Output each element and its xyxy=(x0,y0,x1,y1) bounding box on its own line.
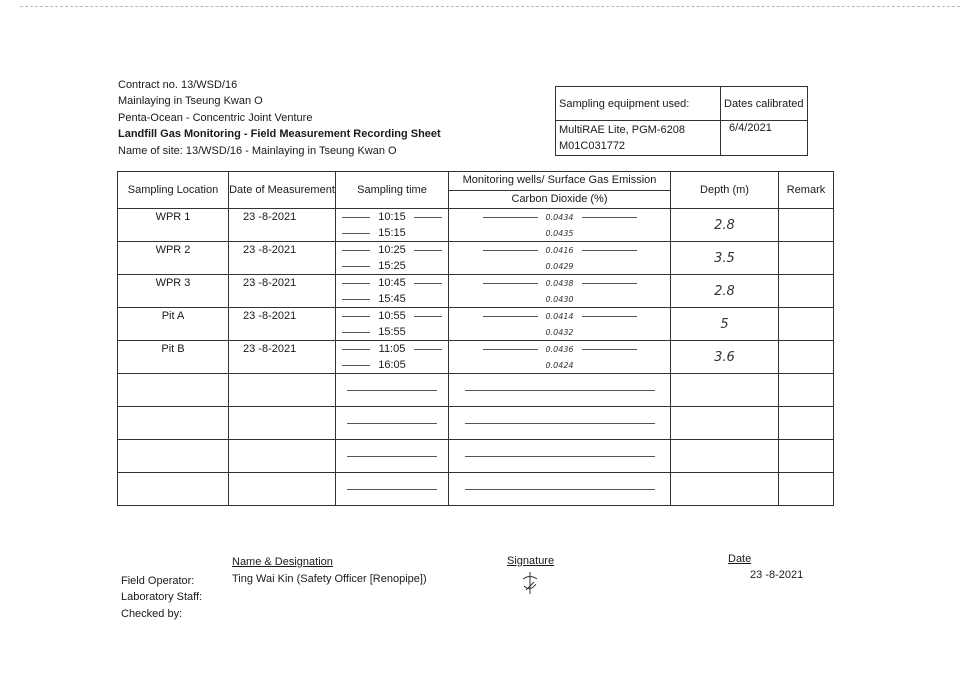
empty-row xyxy=(118,440,834,473)
depth-value: 5 xyxy=(720,316,729,332)
time-value: 15:25 xyxy=(378,260,406,272)
co2-cell xyxy=(449,324,671,341)
empty-cell xyxy=(229,407,336,440)
empty-cell xyxy=(449,407,671,440)
empty-cell xyxy=(118,407,229,440)
time-cell xyxy=(336,357,449,374)
empty-cell xyxy=(449,440,671,473)
time-cell xyxy=(336,225,449,242)
table-row xyxy=(118,308,834,325)
co2-header: Carbon Dioxide (%) xyxy=(449,190,671,209)
empty-cell xyxy=(229,440,336,473)
table-row xyxy=(118,242,834,259)
location-cell: Pit B xyxy=(118,341,229,374)
co2-cell xyxy=(449,209,671,226)
co2-value: 0.0432 xyxy=(545,328,574,337)
empty-cell xyxy=(671,407,779,440)
project-name: Mainlaying in Tseung Kwan O xyxy=(118,95,263,108)
co2-value: 0.0436 xyxy=(545,345,574,354)
location-header: Sampling Location xyxy=(118,172,229,209)
date-cell: 23 -8-2021 xyxy=(229,341,336,374)
location-cell: WPR 2 xyxy=(118,242,229,275)
time-value: 10:25 xyxy=(378,244,406,256)
remark-cell xyxy=(779,209,834,242)
document-header xyxy=(118,77,441,159)
co2-value: 0.0435 xyxy=(545,229,574,238)
time-value: 16:05 xyxy=(378,359,406,371)
date-cell: 23 -8-2021 xyxy=(229,242,336,275)
equipment-header: Sampling equipment used: xyxy=(556,87,721,121)
empty-row xyxy=(118,407,834,440)
time-cell xyxy=(336,308,449,325)
depth-value: 2.8 xyxy=(714,283,735,299)
time-cell xyxy=(336,324,449,341)
field-operator-label: Field Operator: xyxy=(121,575,195,587)
field-operator-name: Ting Wai Kin (Safety Officer [Renopipe]) xyxy=(232,573,427,585)
checked-by-label: Checked by: xyxy=(121,608,183,620)
time-cell xyxy=(336,258,449,275)
wells-header: Monitoring wells/ Surface Gas Emission xyxy=(449,172,671,191)
co2-cell xyxy=(449,275,671,292)
depth-cell xyxy=(671,242,779,275)
signature-mark xyxy=(517,570,543,596)
empty-cell xyxy=(449,473,671,506)
empty-cell xyxy=(779,440,834,473)
laboratory-staff-label: Laboratory Staff: xyxy=(121,591,203,603)
site-name: Name of site: 13/WSD/16 - Mainlaying in Tseung Kwan O xyxy=(118,144,397,157)
date-cell: 23 -8-2021 xyxy=(229,308,336,341)
time-cell xyxy=(336,275,449,292)
depth-cell xyxy=(671,275,779,308)
equipment-cell xyxy=(556,121,721,156)
empty-row xyxy=(118,473,834,506)
empty-cell xyxy=(779,407,834,440)
remark-cell xyxy=(779,308,834,341)
co2-cell xyxy=(449,225,671,242)
date-cell: 23 -8-2021 xyxy=(229,275,336,308)
date-heading: Date xyxy=(728,553,752,565)
co2-cell xyxy=(449,242,671,259)
table-row xyxy=(118,209,834,226)
empty-cell xyxy=(336,407,449,440)
depth-cell xyxy=(671,209,779,242)
equipment-model: MultiRAE Lite, PGM-6208 xyxy=(559,124,685,136)
time-cell xyxy=(336,341,449,358)
empty-cell xyxy=(229,473,336,506)
depth-header: Depth (m) xyxy=(671,172,779,209)
empty-cell xyxy=(336,440,449,473)
co2-cell xyxy=(449,341,671,358)
equipment-table xyxy=(555,86,808,156)
scan-top-rule xyxy=(20,6,960,7)
empty-cell xyxy=(118,374,229,407)
depth-value: 3.6 xyxy=(714,349,735,365)
calibrated-date: 6/4/2021 xyxy=(721,121,808,156)
empty-cell xyxy=(449,374,671,407)
equipment-serial: M01C031772 xyxy=(559,140,626,152)
time-header: Sampling time xyxy=(336,172,449,209)
name-designation-heading: Name & Designation xyxy=(232,556,333,568)
co2-cell xyxy=(449,258,671,275)
calibration-header: Dates calibrated xyxy=(721,87,808,121)
time-value: 15:45 xyxy=(378,293,406,305)
contractor-name: Penta-Ocean - Concentric Joint Venture xyxy=(118,111,313,124)
date-cell: 23 -8-2021 xyxy=(229,209,336,242)
location-cell: WPR 1 xyxy=(118,209,229,242)
time-value: 10:55 xyxy=(378,310,406,322)
co2-cell xyxy=(449,291,671,308)
remark-cell xyxy=(779,242,834,275)
co2-value: 0.0434 xyxy=(545,213,574,222)
field-operator-date: 23 -8-2021 xyxy=(750,569,804,581)
co2-cell xyxy=(449,357,671,374)
measurement-table xyxy=(117,171,834,506)
co2-value: 0.0424 xyxy=(545,361,574,370)
table-header-row xyxy=(118,172,834,191)
location-cell: Pit A xyxy=(118,308,229,341)
time-value: 15:55 xyxy=(378,326,406,338)
table-row xyxy=(118,341,834,358)
co2-cell xyxy=(449,308,671,325)
depth-cell xyxy=(671,308,779,341)
time-value: 10:45 xyxy=(378,277,406,289)
remark-header: Remark xyxy=(779,172,834,209)
co2-value: 0.0416 xyxy=(545,246,574,255)
contract-number: Contract no. 13/WSD/16 xyxy=(118,79,238,91)
date-header: Date of Measurement xyxy=(229,172,336,209)
empty-cell xyxy=(779,374,834,407)
empty-row xyxy=(118,374,834,407)
remark-cell xyxy=(779,341,834,374)
empty-cell xyxy=(118,473,229,506)
time-cell xyxy=(336,242,449,259)
empty-cell xyxy=(779,473,834,506)
time-cell xyxy=(336,209,449,226)
sheet-title: Landfill Gas Monitoring - Field Measurement Recording Sheet xyxy=(118,128,441,141)
co2-value: 0.0438 xyxy=(545,279,574,288)
depth-value: 3.5 xyxy=(714,250,735,266)
remark-cell xyxy=(779,275,834,308)
co2-value: 0.0430 xyxy=(545,295,574,304)
empty-cell xyxy=(118,440,229,473)
empty-cell xyxy=(671,440,779,473)
location-cell: WPR 3 xyxy=(118,275,229,308)
time-value: 11:05 xyxy=(378,343,406,355)
empty-cell xyxy=(671,473,779,506)
signature-heading: Signature xyxy=(507,555,555,567)
table-row xyxy=(118,275,834,292)
empty-cell xyxy=(671,374,779,407)
empty-cell xyxy=(229,374,336,407)
empty-cell xyxy=(336,374,449,407)
time-value: 10:15 xyxy=(378,211,406,223)
time-value: 15:15 xyxy=(378,227,406,239)
time-cell xyxy=(336,291,449,308)
depth-value: 2.8 xyxy=(714,217,735,233)
co2-value: 0.0429 xyxy=(545,262,574,271)
co2-value: 0.0414 xyxy=(545,312,574,321)
empty-cell xyxy=(336,473,449,506)
depth-cell xyxy=(671,341,779,374)
